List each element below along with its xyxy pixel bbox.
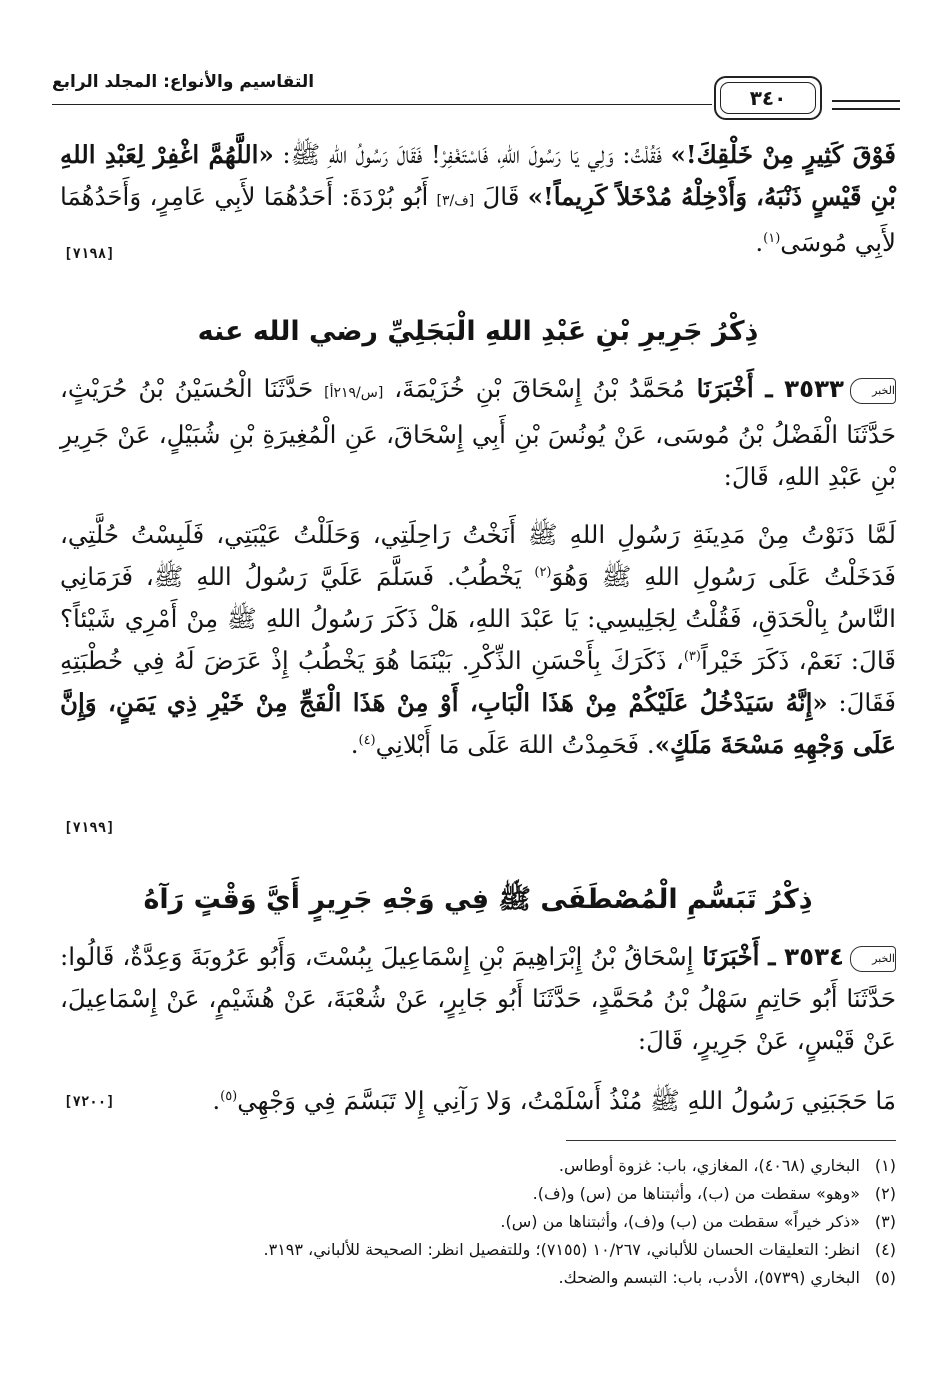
- footnote-number: (٤): [874, 1240, 896, 1259]
- footnote-item: [60, 1208, 896, 1236]
- footnote-marker: (١): [763, 230, 781, 246]
- footnote-separator: [566, 1140, 896, 1141]
- footnote-text: انظر: التعليقات الحسان للألباني، ١٠/٢٦٧ (٧١٥٥)؛ وللتفصيل انظر: الصحيحة للألباني، ٣١٩٣.: [263, 1240, 860, 1259]
- matn-text: يَخْطُبُ. فَسَلَّمَ عَلَيَّ رَسُولُ اللهِ ﷺ، فَرَمَانِي النَّاسُ بِالْحَدَقِ، فَقُلْتُ لِجَلِيسِي: يَا عَبْدَ اللهِ، هَلْ ذَكَرَ رَسُولُ اللهِ ﷺ مِنْ أَمْرِي شَيْئاً؟ قَالَ: نَعَمْ، ذَكَرَ خَيْراً: [60, 562, 896, 675]
- page-header: [52, 62, 900, 126]
- footnotes: [60, 1152, 896, 1292]
- manuscript-ref: [ف/٣]: [436, 193, 475, 209]
- matn-text: . فَحَمِدْتُ اللهَ عَلَى مَا أَبْلانِي: [375, 730, 655, 759]
- footnote-number: (٥): [874, 1268, 896, 1287]
- page-number: ٣٤٠: [720, 82, 816, 114]
- khabar-icon: الخبر: [850, 378, 896, 404]
- hadith-ref-7199: [٧١٩٩]: [64, 820, 115, 836]
- footnote-number: (١): [874, 1156, 896, 1175]
- hadith-ref-7200: [٧٢٠٠]: [64, 1094, 115, 1110]
- footnote-marker: (٣): [683, 648, 701, 664]
- text: فَقُلْتُ: وَلِي يَا رَسُولَ اللهِ، فَاسْتَغْفِرْ! فَقَالَ رَسُولُ اللهِ ﷺ:: [282, 140, 671, 169]
- footnote-marker: (٥): [220, 1088, 238, 1104]
- footnote-number: (٢): [874, 1184, 896, 1203]
- dua-bold: «اللَّهُمَّ اغْفِرْ لِعَبْدِ اللهِ بْنِ قَيْسٍ ذَنْبَهُ، وَأَدْخِلْهُ مُدْخَلاً كَرِيماً!»: [60, 140, 896, 211]
- matn-text: مَا حَجَبَنِي رَسُولُ اللهِ ﷺ مُنْذُ أَسْلَمْتُ، وَلا رَآنِي إِلا تَبَسَّمَ فِي وَجْهِي: [237, 1086, 896, 1115]
- matn-text: ، ذَكَرَكَ بِأَحْسَنِ الذِّكْرِ. بَيْنَمَا هُوَ يَخْطُبُ إِذْ عَرَضَ لَهُ فِي خُطْبَتِهِ فَقَالَ:: [60, 646, 896, 717]
- manuscript-ref: [س/٢١٩أ]: [324, 385, 384, 401]
- footnote-marker: (٤): [358, 732, 376, 748]
- hadith-number: ٣٥٣٤: [784, 942, 844, 971]
- quote-bold: فَوْقَ كَثِيرٍ مِنْ خَلْقِكَ!»: [670, 140, 897, 169]
- page-number-frame: [714, 76, 822, 120]
- isnad-text: إِسْحَاقُ بْنُ إِبْرَاهِيمَ بْنِ إِسْمَاعِيلَ بِبُسْتَ، وَأَبُو عَرُوبَةَ وَعِدَّةٌ، قَالُوا: حَدَّثَنَا أَبُو حَاتِمٍ سَهْلُ بْنُ مُحَمَّدٍ، حَدَّثَنَا أَبُو جَابِرٍ، عَنْ شُعْبَةَ، عَنْ هُشَيْمٍ، عَنْ إِسْمَاعِيلَ، عَنْ قَيْسٍ، عَنْ جَرِيرٍ، قَالَ:: [60, 942, 896, 1055]
- hadith-3534-matn: مَا حَجَبَنِي رَسُولُ اللهِ ﷺ مُنْذُ أَسْلَمْتُ، وَلا رَآنِي إِلا تَبَسَّمَ فِي وَجْهِي$^{(٥)}$.: [212, 1086, 896, 1115]
- header-double-rule: [832, 100, 900, 110]
- section-heading-2: ذِكْرُ تَبَسُّمِ الْمُصْطَفَى ﷺ فِي وَجْهِ جَرِيرٍ أَيَّ وَقْتٍ رَآهُ: [143, 884, 813, 915]
- text: قَالَ: [482, 182, 528, 211]
- text: أَبُو بُرْدَةَ:: [341, 182, 437, 211]
- hadith-ref-7198: [٧١٩٨]: [64, 246, 115, 262]
- hadith-3533-isnad: [60, 368, 896, 498]
- footnote-text: البخاري (٤٠٦٨)، المغازي، باب: غزوة أوطاس.: [558, 1156, 860, 1175]
- footnote-marker: (٢): [534, 564, 552, 580]
- hadith-number: ٣٥٣٣: [784, 374, 844, 403]
- hadith-3534-isnad: [60, 936, 896, 1062]
- text: أَحَدُهُمَا لأَبِي عَامِرٍ، وَأَحَدُهُمَا لأَبِي مُوسَى: [60, 182, 896, 257]
- isnad-text: مُحَمَّدُ بْنُ إِسْحَاقَ بْنِ خُزَيْمَةَ،: [394, 374, 685, 403]
- footnote-item: [60, 1264, 896, 1292]
- footnote-item: [60, 1152, 896, 1180]
- matn-text: لَمَّا دَنَوْتُ مِنْ مَدِينَةِ رَسُولِ اللهِ ﷺ أَنَخْتُ رَاحِلَتِي، وَحَلَلْتُ عَيْبَتِي، فَلَبِسْتُ حُلَّتِي، فَدَخَلْتُ عَلَى رَسُولِ اللهِ ﷺ وَهُوَ: [60, 520, 896, 591]
- section-heading-1: ذِكْرُ جَرِيرِ بْنِ عَبْدِ اللهِ الْبَجَلِيِّ رضي الله عنه: [197, 316, 759, 347]
- running-title: التقاسيم والأنواع: المجلد الرابع: [52, 72, 315, 92]
- isnad-text: حَدَّثَنَا الْحُسَيْنُ بْنُ حُرَيْثٍ، حَدَّثَنَا الْفَضْلُ بْنُ مُوسَى، عَنْ يُونُسَ بْنِ أَبِي إِسْحَاقَ، عَنِ الْمُغِيرَةِ بْنِ شُبَيْلٍ، عَنْ جَرِيرِ بْنِ عَبْدِ اللهِ، قَالَ:: [60, 374, 896, 491]
- footnote-text: البخاري (٥٧٣٩)، الأدب، باب: التبسم والضحك.: [558, 1268, 860, 1287]
- akhbarana: ـ أَخْبَرَنَا: [684, 374, 785, 403]
- footnote-number: (٣): [874, 1212, 896, 1231]
- footnote-text: «ذكر خيراً» سقطت من (ب) و(ف)، وأثبتناها من (س).: [500, 1212, 860, 1231]
- footnote-item: [60, 1236, 896, 1264]
- footnote-item: [60, 1180, 896, 1208]
- footnote-text: «وهو» سقطت من (ب)، وأثبتناها من (س) و(ف).: [532, 1184, 860, 1203]
- continuation-paragraph: فَوْقَ كَثِيرٍ مِنْ خَلْقِكَ!» فَقُلْتُ: وَلِي يَا رَسُولَ اللهِ، فَاسْتَغْفِرْ! فَقَالَ رَسُولُ اللهِ ﷺ: «اللَّهُمَّ اغْفِرْ لِعَبْدِ اللهِ بْنِ قَيْسٍ ذَنْبَهُ، وَأَدْخِلْهُ مُدْخَلاً كَرِيماً!» قَالَ [ف/٣] أَبُو بُرْدَةَ: أَحَدُهُمَا لأَبِي عَامِرٍ، وَأَحَدُهُمَا لأَبِي مُوسَى$^{(١)}$.: [60, 140, 897, 257]
- akhbarana: ـ أَخْبَرَنَا: [693, 942, 785, 971]
- header-rule: [52, 104, 712, 105]
- khabar-icon: الخبر: [850, 946, 896, 972]
- prophetic-saying: «إِنَّهُ سَيَدْخُلُ عَلَيْكُمْ مِنْ هَذَا الْبَابِ، أَوْ مِنْ هَذَا الْفَجِّ مِنْ خَيْرِ ذِي يَمَنٍ، وَإِنَّ عَلَى وَجْهِهِ مَسْحَةَ مَلَكٍ»: [60, 688, 896, 759]
- hadith-3533-matn: لَمَّا دَنَوْتُ مِنْ مَدِينَةِ رَسُولِ اللهِ ﷺ أَنَخْتُ رَاحِلَتِي، وَحَلَلْتُ عَيْبَتِي، فَلَبِسْتُ حُلَّتِي، فَدَخَلْتُ عَلَى رَسُولِ اللهِ ﷺ وَهُوَ$^{(٢)}$ يَخْطُبُ. فَسَلَّمَ عَلَيَّ رَسُولُ اللهِ ﷺ، فَرَمَانِي النَّاسُ بِالْحَدَقِ، فَقُلْتُ لِجَلِيسِي: يَا عَبْدَ اللهِ، هَلْ ذَكَرَ رَسُولُ اللهِ ﷺ مِنْ أَمْرِي شَيْئاً؟ قَالَ: نَعَمْ، ذَكَرَ خَيْراً$^{(٣)}$، ذَكَرَكَ بِأَحْسَنِ الذِّكْرِ. بَيْنَمَا هُوَ يَخْطُبُ إِذْ عَرَضَ لَهُ فِي خُطْبَتِهِ فَقَالَ: «إِنَّهُ سَيَدْخُلُ عَلَيْكُمْ مِنْ هَذَا الْبَابِ، أَوْ مِنْ هَذَا الْفَجِّ مِنْ خَيْرِ ذِي يَمَنٍ، وَإِنَّ عَلَى وَجْهِهِ مَسْحَةَ مَلَكٍ». فَحَمِدْتُ اللهَ عَلَى مَا أَبْلانِي$^{(٤)}$.: [60, 520, 896, 759]
